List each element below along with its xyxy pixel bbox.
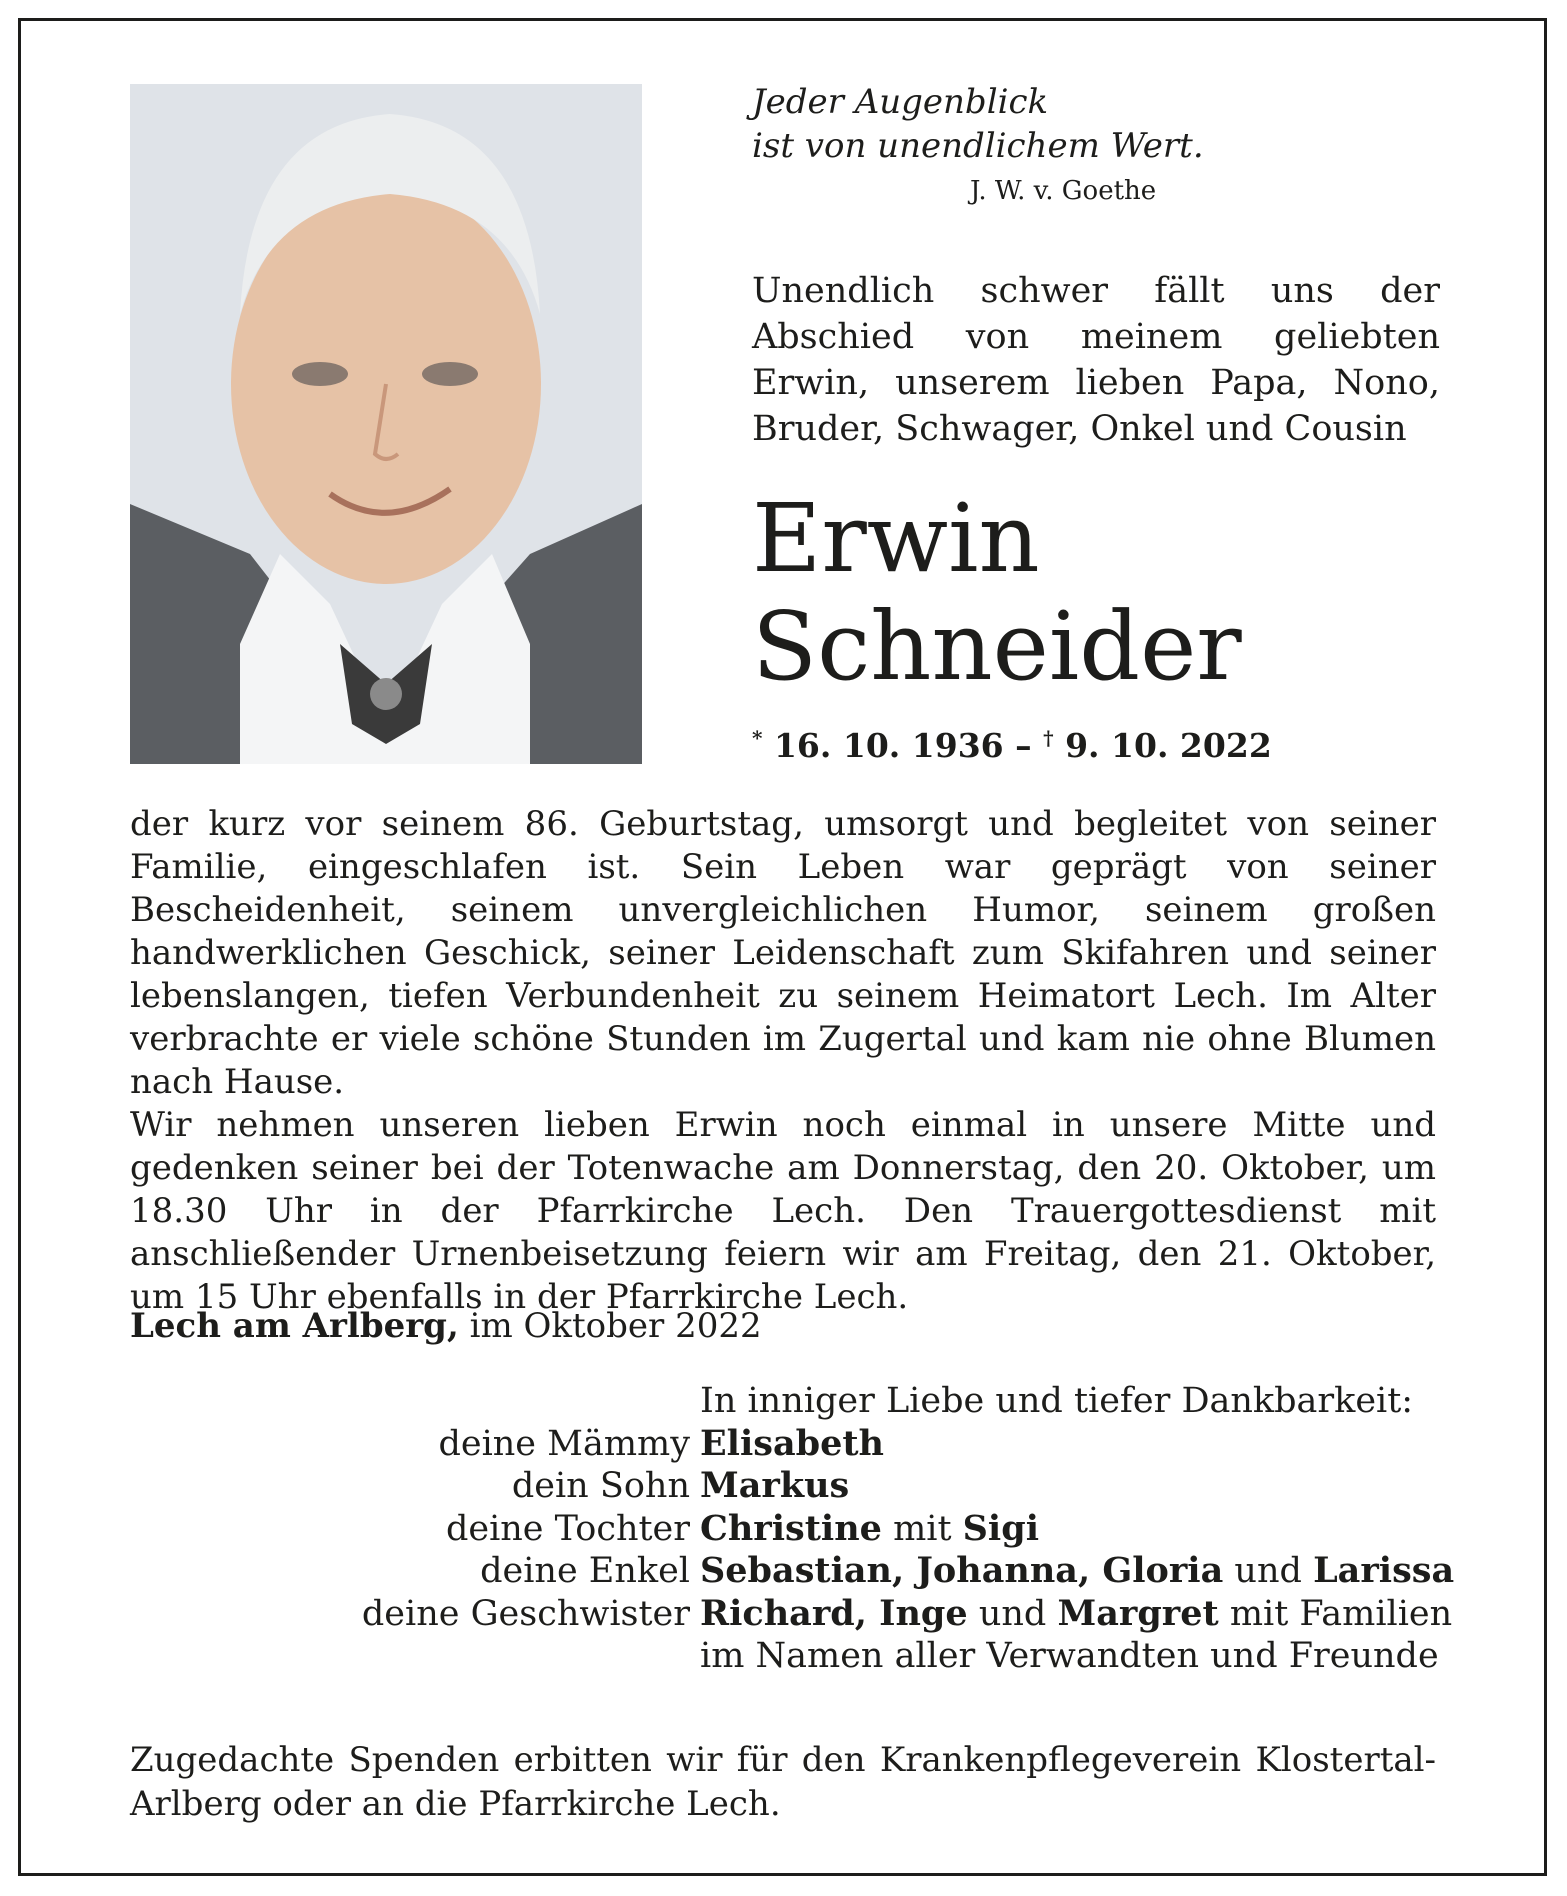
family-connector: und [978, 1593, 1047, 1634]
family-connector: mit Familien [1229, 1593, 1453, 1634]
family-relation: deine Tochter [445, 1508, 690, 1549]
first-name: Erwin [752, 484, 1040, 594]
portrait-illustration [130, 84, 642, 764]
family-heading: In inniger Liebe und tiefer Dankbarkeit: [700, 1381, 1414, 1421]
family-row [300, 1423, 1460, 1466]
family-relation: deine Geschwister [361, 1593, 690, 1634]
family-name: Larissa [1313, 1550, 1455, 1591]
family-name: Sigi [962, 1507, 1039, 1549]
family-row [300, 1465, 1460, 1508]
place-date: im Oktober 2022 [469, 1306, 762, 1346]
quote-line-1: Jeder Augenblick [752, 82, 1049, 122]
obituary-body [130, 803, 1436, 1319]
family-closing-row [300, 1635, 1460, 1678]
place-date-line [130, 1304, 762, 1348]
family-list [300, 1380, 1460, 1678]
family-connector: und [1234, 1551, 1302, 1591]
family-name: Richard, Inge [700, 1592, 968, 1634]
date-separator: – [1015, 726, 1032, 765]
family-relation: dein Sohn [511, 1466, 690, 1506]
quote-author: J. W. v. Goethe [970, 176, 1157, 206]
donation-note: Zugedachte Spenden erbitten wir für den Krankenpflegeverein Klostertal-Arlberg oder an die Pfarrkirche Lech. [130, 1740, 1436, 1824]
deceased-name [752, 485, 1242, 701]
family-name: Christine [700, 1507, 882, 1549]
birth-symbol: * [752, 726, 763, 750]
family-relation: deine Mämmy [438, 1423, 690, 1464]
last-name: Schneider [752, 592, 1242, 702]
family-name: Sebastian, Johanna, Gloria [700, 1550, 1224, 1591]
body-paragraph-1: der kurz vor seinem 86. Geburtstag, umsorgt und begleitet von seiner Familie, eingeschlafen ist. Sein Leben war geprägt von seiner Bescheidenheit, seinem unvergleichlichen Humor, seinem großen handwerklichen Geschick, seiner Leidenschaft zum Skifahren und seiner lebenslangen, tiefen Verbundenheit zu seinem Heimatort Lech. Im Alter verbrachte er viele schöne Stunden im Zugertal und kam nie ohne Blumen nach Hause. [130, 804, 1436, 1102]
family-row [300, 1593, 1460, 1636]
body-paragraph-2: Wir nehmen unseren lieben Erwin noch einmal in unsere Mitte und gedenken seiner bei der Totenwache am Donnerstag, den 20. Oktober, um 18.30 Uhr in der Pfarrkirche Lech. Den Trauergottesdienst mit anschließender Urnenbeisetzung feiern wir am Freitag, den 21. Oktober, um 15 Uhr ebenfalls in der Pfarrkirche Lech. [130, 1105, 1436, 1317]
intro-text: Unendlich schwer fällt uns der Abschied von meinem geliebten Erwin, unserem lieben Papa, Nono, Bruder, Schwager, Onkel und Cousin [752, 271, 1440, 449]
death-date: 9. 10. 2022 [1065, 726, 1272, 765]
family-row [300, 1508, 1460, 1551]
family-name: Margret [1057, 1592, 1219, 1634]
family-heading-row [300, 1380, 1460, 1423]
place-town: Lech am Arlberg, [130, 1306, 459, 1346]
family-relation: deine Enkel [480, 1551, 690, 1591]
quote-line-2: ist von unendlichem Wert. [752, 126, 1204, 166]
family-name: Elisabeth [700, 1422, 885, 1464]
portrait-photo [130, 84, 642, 764]
family-row [300, 1550, 1460, 1593]
goethe-quote [752, 80, 1312, 168]
family-name: Markus [700, 1465, 850, 1506]
death-symbol: † [1043, 726, 1054, 750]
family-closing: im Namen aller Verwandten und Freunde [700, 1636, 1439, 1676]
life-dates [752, 726, 1272, 765]
family-connector: mit [893, 1508, 952, 1549]
birth-date: 16. 10. 1936 [773, 726, 1004, 765]
